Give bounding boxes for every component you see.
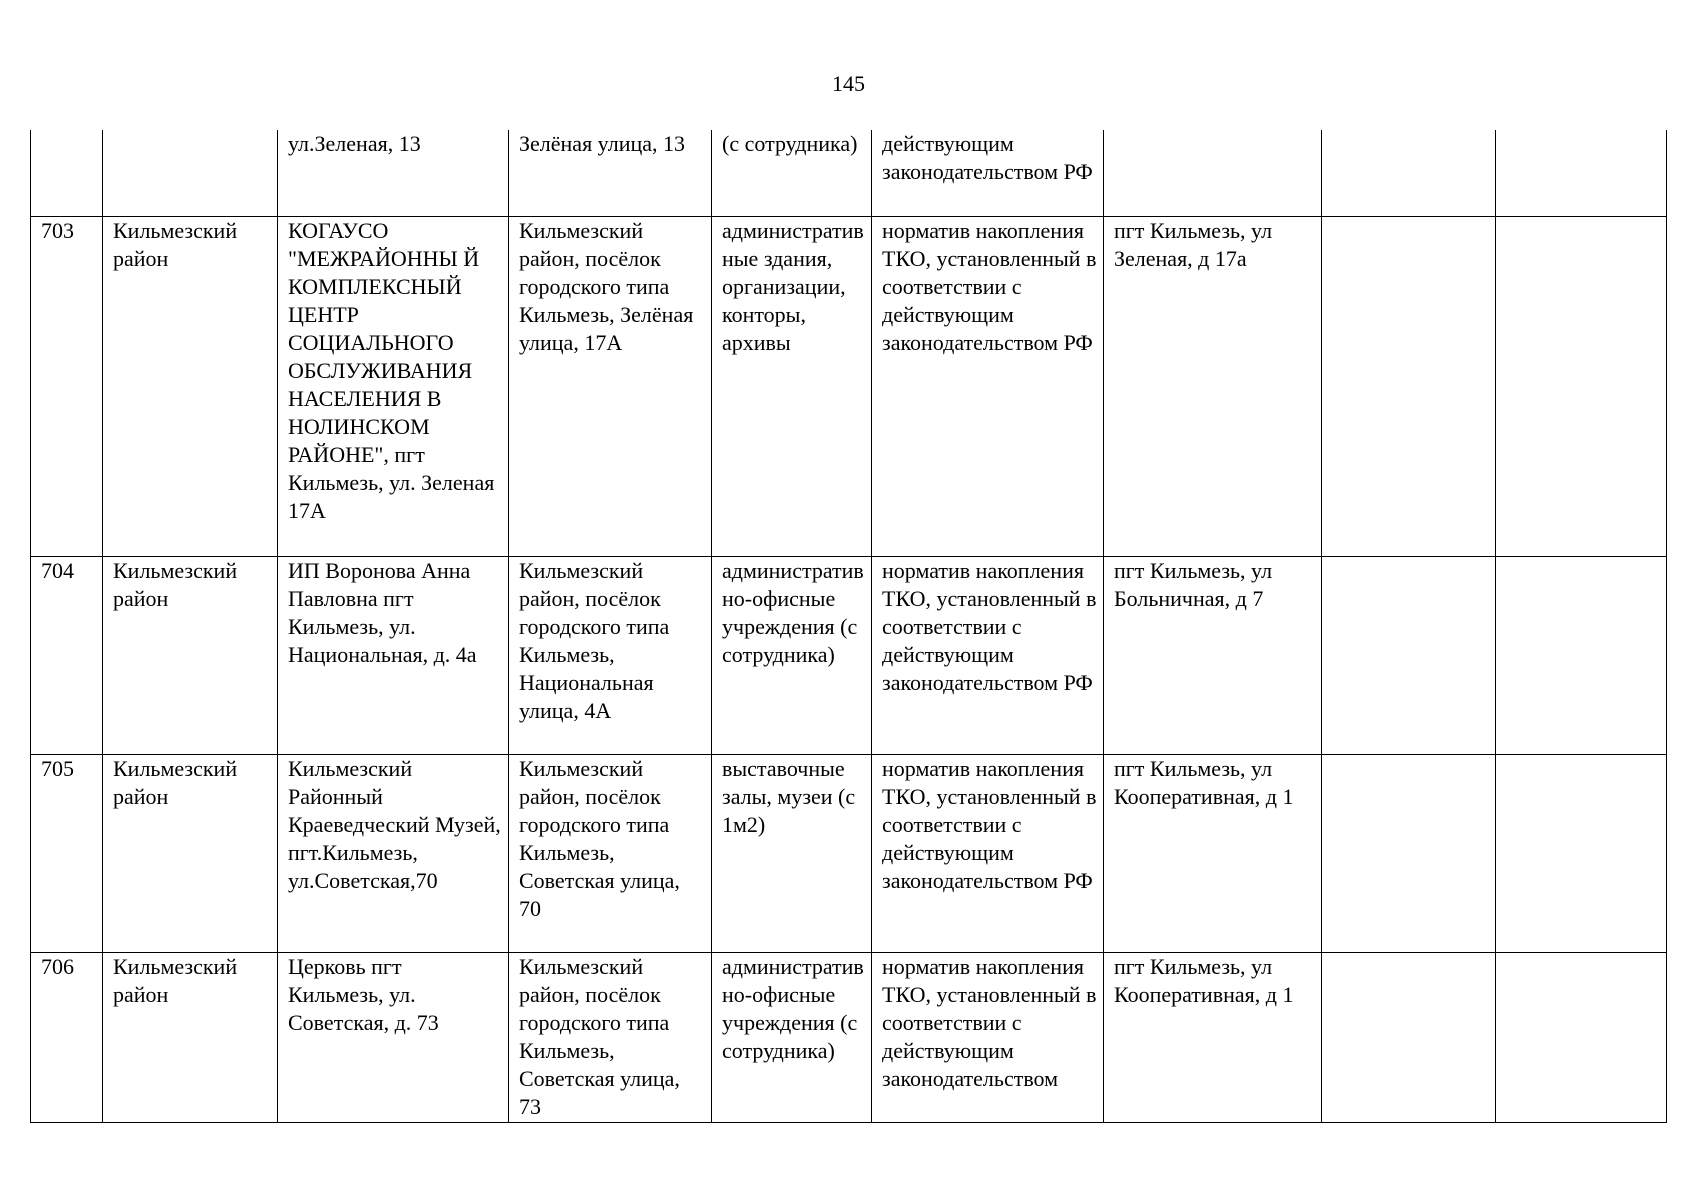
cell-extra [1496,556,1667,754]
cell-source: ИП Воронова Анна Павловна пгт Кильмезь, ул. Национальная, д. 4а [278,556,509,754]
cell-extra [1496,754,1667,952]
cell-source: Кильмезский Районный Краеведческий Музей, пгт.Кильмезь, ул.Советская,70 [278,754,509,952]
cell-district: Кильмезский район [103,952,278,1122]
cell-norm: норматив накопления ТКО, установленный в соответствии с действующим законодательством [872,952,1104,1122]
cell-source: ул.Зеленая, 13 [278,130,509,216]
cell-address: Кильмезский район, посёлок городского типа Кильмезь, Национальная улица, 4А [509,556,712,754]
table-row [31,216,1667,556]
cell-extra [1322,952,1496,1122]
cell-norm: норматив накопления ТКО, установленный в соответствии с действующим законодательством РФ [872,216,1104,556]
cell-address: Кильмезский район, посёлок городского типа Кильмезь, Советская улица, 73 [509,952,712,1122]
cell-source: КОГАУСО "МЕЖРАЙОННЫ Й КОМПЛЕКСНЫЙ ЦЕНТР СОЦИАЛЬНОГО ОБСЛУЖИВАНИЯ НАСЕЛЕНИЯ В НОЛИНСКОМ РАЙОНЕ", пгт Кильмезь, ул. Зеленая 17А [278,216,509,556]
cell-extra [1322,754,1496,952]
cell-num: 706 [31,952,103,1122]
table-row [31,130,1667,216]
table-row [31,556,1667,754]
cell-district: Кильмезский район [103,556,278,754]
cell-category: административные здания, организации, конторы, архивы [712,216,872,556]
table-row [31,754,1667,952]
cell-district: Кильмезский район [103,216,278,556]
cell-num: 704 [31,556,103,754]
cell-site: пгт Кильмезь, ул Кооперативная, д 1 [1104,952,1322,1122]
cell-extra [1322,556,1496,754]
cell-address: Зелёная улица, 13 [509,130,712,216]
cell-num: 705 [31,754,103,952]
cell-extra [1496,130,1667,216]
cell-norm: действующим законодательством РФ [872,130,1104,216]
cell-category: (с сотрудника) [712,130,872,216]
cell-site: пгт Кильмезь, ул Зеленая, д 17а [1104,216,1322,556]
cell-category: выставочные залы, музеи (с 1м2) [712,754,872,952]
page-number: 145 [832,71,865,96]
cell-norm: норматив накопления ТКО, установленный в соответствии с действующим законодательством РФ [872,556,1104,754]
waste-sources-table [30,130,1667,1123]
table-row [31,952,1667,1122]
cell-district: Кильмезский район [103,754,278,952]
cell-site [1104,130,1322,216]
cell-num: 703 [31,216,103,556]
cell-extra [1322,216,1496,556]
cell-extra [1496,216,1667,556]
cell-category: административно-офисные учреждения (с сотрудника) [712,952,872,1122]
cell-district [103,130,278,216]
cell-extra [1322,130,1496,216]
cell-category: административно-офисные учреждения (с сотрудника) [712,556,872,754]
cell-source: Церковь пгт Кильмезь, ул. Советская, д. 73 [278,952,509,1122]
cell-num [31,130,103,216]
cell-site: пгт Кильмезь, ул Больничная, д 7 [1104,556,1322,754]
cell-extra [1496,952,1667,1122]
cell-norm: норматив накопления ТКО, установленный в соответствии с действующим законодательством РФ [872,754,1104,952]
cell-address: Кильмезский район, посёлок городского типа Кильмезь, Советская улица, 70 [509,754,712,952]
cell-address: Кильмезский район, посёлок городского типа Кильмезь, Зелёная улица, 17А [509,216,712,556]
cell-site: пгт Кильмезь, ул Кооперативная, д 1 [1104,754,1322,952]
